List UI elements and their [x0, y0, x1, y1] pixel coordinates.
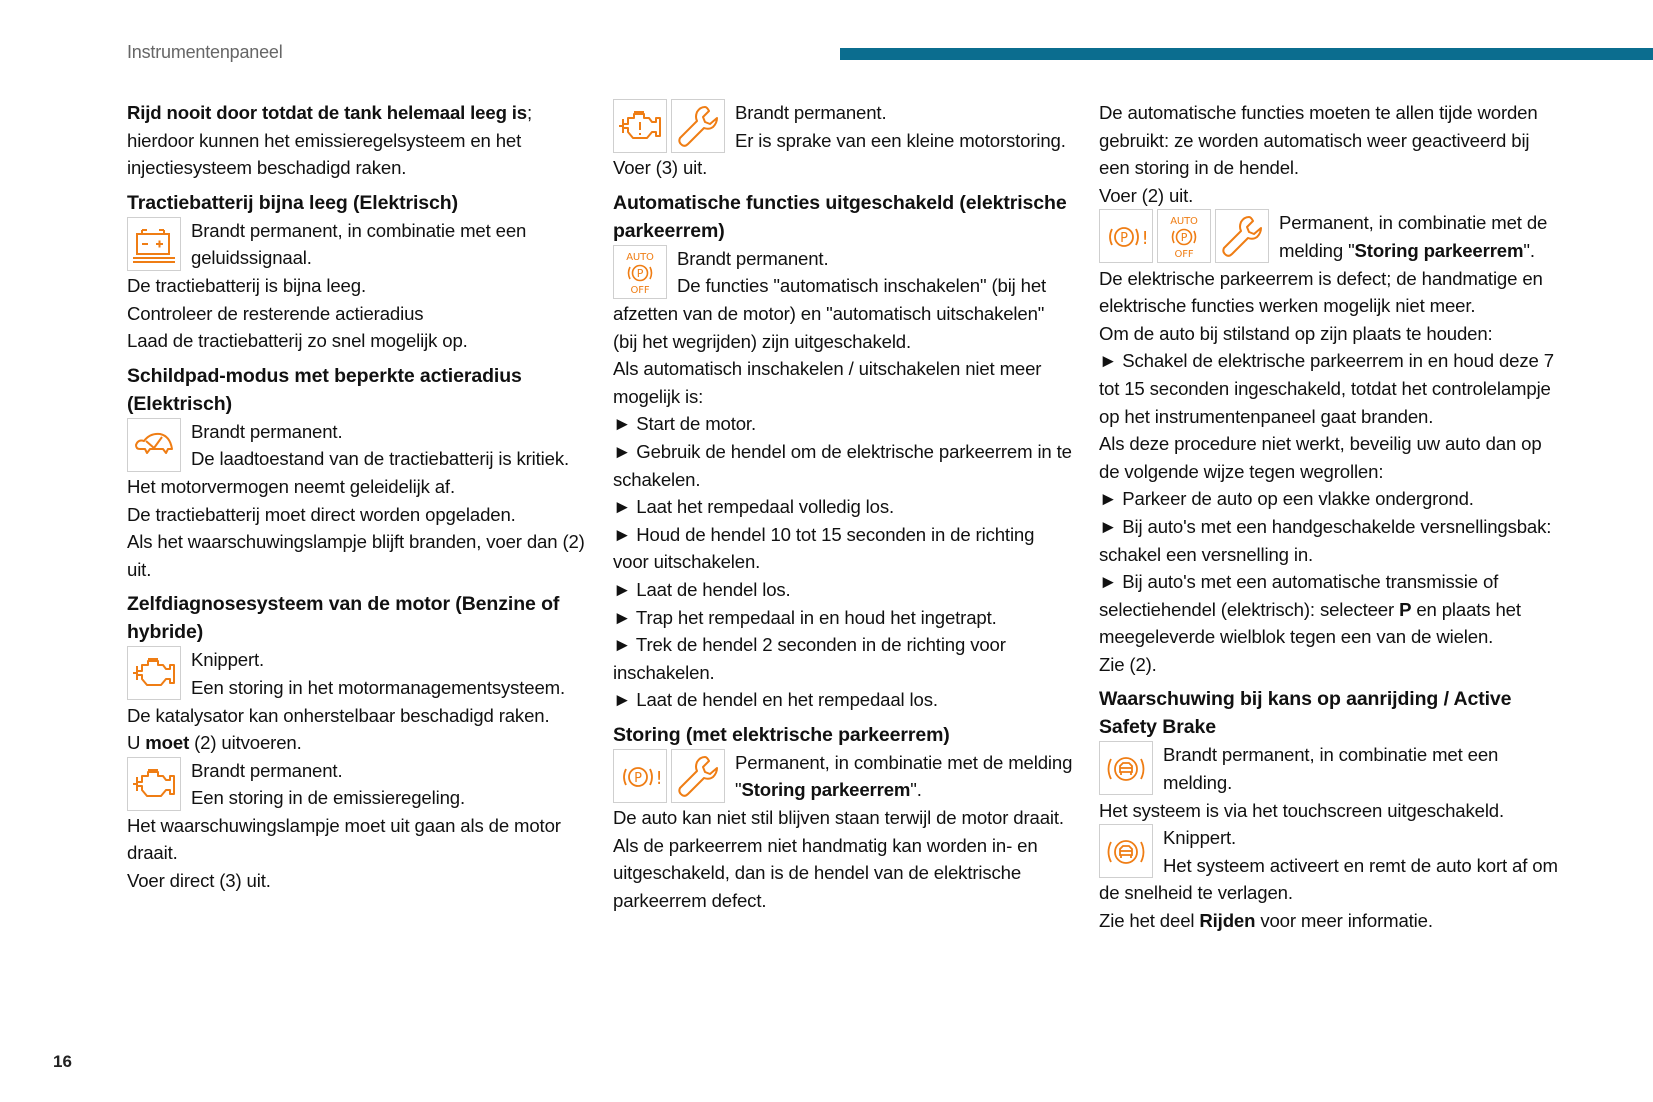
- step-item: ► Start de motor.: [613, 413, 756, 435]
- auto-off-parking-brake-icon: [1157, 209, 1211, 263]
- collision-warning-icon: [1099, 741, 1153, 795]
- lamp-text-turtle-a: Brandt permanent.: [191, 420, 343, 442]
- intro-bold: Rijd nooit door totdat de tank helemaal leeg is: [127, 102, 527, 123]
- text: De tractiebatterij moet direct worden opgeladen.: [127, 503, 516, 525]
- text: Het waarschuwingslampje moet uit gaan als de motor draait.: [127, 814, 561, 864]
- text: Voer (3) uit.: [613, 157, 708, 179]
- svg-text:OFF: OFF: [630, 284, 650, 296]
- lamp-text-minor-fault-a: Brandt permanent.: [735, 102, 887, 123]
- column-2: [613, 99, 1073, 914]
- engine-icon: [127, 757, 181, 811]
- lamp-text-brake-fault: Permanent, in combinatie met de melding "Storing parkeerrem".: [735, 751, 1073, 801]
- svg-text:AUTO: AUTO: [626, 251, 654, 263]
- text: Voer (2) uit.: [1099, 184, 1194, 206]
- text: De tractiebatterij is bijna leeg.: [127, 274, 366, 296]
- svg-text:OFF: OFF: [1174, 249, 1194, 261]
- auto-off-parking-brake-icon: [613, 245, 667, 299]
- text: De katalysator kan onherstelbaar beschadigd raken.: [127, 704, 550, 726]
- svg-text:P: P: [1120, 231, 1128, 247]
- wrench-icon: [1215, 209, 1269, 263]
- text: De automatische functies moeten te allen tijde worden gebruikt: ze worden automatisch weer geactiveerd bij een storing in de hendel.: [1099, 102, 1538, 179]
- step-item: ► Trap het rempedaal in en houd het ingetrapt.: [613, 606, 997, 628]
- step-item: ► Bij auto's met een handgeschakelde versnellingsbak: schakel een versnelling in.: [1099, 515, 1552, 565]
- lamp-text-turtle-b: De laadtoestand van de tractiebatterij is kritiek.: [191, 448, 570, 470]
- lamp-text-battery: Brandt permanent, in combinatie met een geluidssignaal.: [191, 219, 527, 269]
- heading-turtle-mode: Schildpad-modus met beperkte actieradius (Elektrisch): [127, 364, 522, 415]
- intro-rest: ; hierdoor kunnen het emissieregelsysteem en het injectiesysteem beschadigd raken.: [127, 102, 533, 179]
- svg-text:AUTO: AUTO: [1170, 216, 1198, 228]
- header-title: Instrumentenpaneel: [127, 42, 283, 62]
- svg-text:!: !: [1141, 228, 1149, 250]
- engine-icon: [127, 646, 181, 700]
- lamp-text-engine-a: Knippert.: [191, 649, 265, 671]
- text-see-driving: Zie het deel Rijden voor meer informatie.: [1099, 910, 1433, 932]
- page-number: 16: [53, 1052, 72, 1071]
- text: De auto kan niet stil blijven staan terwijl de motor draait.: [613, 807, 1064, 829]
- wrench-icon: [671, 749, 725, 803]
- lamp-text-auto-off-a: Brandt permanent.: [677, 247, 829, 269]
- text: Laad de tractiebatterij zo snel mogelijk op.: [127, 330, 468, 352]
- step-item: ► Trek de hendel 2 seconden in de richting voor inschakelen.: [613, 634, 1006, 683]
- svg-text:P: P: [636, 266, 644, 280]
- text: Als de parkeerrem niet handmatig kan worden in- en uitgeschakeld, dan is de hendel van de elektrische parkeerrem defect.: [613, 834, 1038, 911]
- step-item: ► Laat het rempedaal volledig los.: [613, 496, 895, 518]
- collision-warning-icon: [1099, 824, 1153, 878]
- lamp-text-emission-b: Een storing in de emissieregeling.: [191, 787, 465, 809]
- lamp-text-emission-a: Brandt permanent.: [191, 759, 343, 781]
- lamp-text-collision-c: Het systeem activeert en remt de auto kort af om de snelheid te verlagen.: [1099, 854, 1558, 904]
- column-3: [1099, 99, 1559, 935]
- text: Als deze procedure niet werkt, beveilig uw auto dan op de volgende wijze tegen wegrollen:: [1099, 433, 1542, 482]
- column-1: [127, 99, 587, 895]
- battery-icon: [127, 217, 181, 271]
- text: Controleer de resterende actieradius: [127, 302, 424, 324]
- header-accent-bar: [840, 48, 1653, 60]
- text: De elektrische parkeerrem is defect; de handmatige en elektrische functies werken mogelijk niet meer.: [1099, 267, 1543, 317]
- heading-auto-functions-off: Automatische functies uitgeschakeld (elektrische parkeerrem): [613, 191, 1067, 242]
- lamp-text-brake-defect: Permanent, in combinatie met de melding "Storing parkeerrem".: [1279, 212, 1548, 261]
- text: Zie (2).: [1099, 653, 1157, 675]
- text: Als automatisch inschakelen / uitschakelen niet meer mogelijk is:: [613, 358, 1042, 407]
- text: Voer direct (3) uit.: [127, 870, 271, 892]
- text: Het systeem is via het touchscreen uitgeschakeld.: [1099, 799, 1505, 821]
- text: Om de auto bij stilstand op zijn plaats te houden:: [1099, 322, 1493, 344]
- step-item: ► Laat de hendel en het rempedaal los.: [613, 689, 938, 711]
- turtle-icon: [127, 418, 181, 472]
- step-item: ► Parkeer de auto op een vlakke ondergrond.: [1099, 488, 1474, 510]
- heading-traction-battery-low: Tractiebatterij bijna leeg (Elektrisch): [127, 191, 458, 214]
- step-item: ► Gebruik de hendel om de elektrische parkeerrem in te schakelen.: [613, 440, 1072, 490]
- wrench-icon: [671, 99, 725, 153]
- step-item: ► Schakel de elektrische parkeerrem in en houd deze 7 tot 15 seconden ingeschakeld, totdat het controlelampje op het instrumentenpaneel gaat branden.: [1099, 350, 1554, 427]
- lamp-text-auto-off-b: De functies "automatisch inschakelen" (bij het afzetten van de motor) en "automatisch uitschakelen" (bij het wegrijden) zijn uitgeschakeld.: [613, 275, 1047, 352]
- lamp-text-collision-b: Knippert.: [1163, 827, 1237, 849]
- heading-parking-brake-fault: Storing (met elektrische parkeerrem): [613, 723, 950, 746]
- text-must: U moet (2) uitvoeren.: [127, 732, 302, 754]
- step-item: ► Bij auto's met een automatische transmissie of selectiehendel (elektrisch): selecteer P en plaats het meegeleverde wielblok tegen een van de wielen.: [1099, 571, 1521, 648]
- parking-brake-fault-icon: [613, 749, 667, 803]
- svg-text:P: P: [1180, 231, 1188, 245]
- lamp-text-engine-b: Een storing in het motormanagementsysteem.: [191, 676, 566, 698]
- text: Het motorvermogen neemt geleidelijk af.: [127, 475, 455, 497]
- step-item: ► Houd de hendel 10 tot 15 seconden in de richting voor uitschakelen.: [613, 523, 1035, 573]
- lamp-text-minor-fault-b: Er is sprake van een kleine motorstoring.: [735, 129, 1066, 151]
- parking-brake-fault-icon: [1099, 209, 1153, 263]
- intro-paragraph: [127, 99, 587, 182]
- heading-active-safety-brake: Waarschuwing bij kans op aanrijding / Active Safety Brake: [1099, 688, 1512, 739]
- heading-engine-diagnosis: Zelfdiagnosesysteem van de motor (Benzine of hybride): [127, 593, 560, 644]
- engine-warning-icon: [613, 99, 667, 153]
- svg-text:P: P: [634, 770, 642, 786]
- step-item: ► Laat de hendel los.: [613, 578, 791, 600]
- lamp-text-collision-a: Brandt permanent, in combinatie met een melding.: [1163, 744, 1499, 794]
- text: Als het waarschuwingslampje blijft branden, voer dan (2) uit.: [127, 531, 585, 580]
- svg-text:!: !: [655, 767, 663, 789]
